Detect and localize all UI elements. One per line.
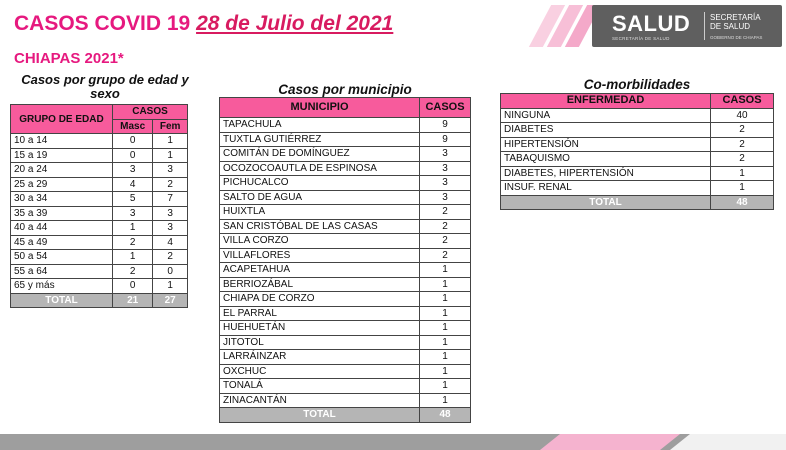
age-group-cell: 15 a 19 bbox=[11, 148, 113, 163]
table-row bbox=[220, 147, 471, 162]
fem-cell: 1 bbox=[153, 134, 188, 149]
municipio-casos-cell: 3 bbox=[420, 176, 471, 191]
table-row bbox=[11, 235, 188, 250]
comorbilidades-casos-header: CASOS bbox=[711, 94, 774, 109]
masc-cell: 2 bbox=[113, 235, 153, 250]
enfermedad-cell: TABAQUISMO bbox=[501, 152, 711, 167]
municipio-cell: EL PARRAL bbox=[220, 306, 420, 321]
table-row bbox=[220, 219, 471, 234]
table-row bbox=[11, 192, 188, 207]
municipio-casos-cell: 2 bbox=[420, 205, 471, 220]
masc-cell: 2 bbox=[113, 264, 153, 279]
enfermedad-casos-cell: 2 bbox=[711, 123, 774, 138]
enfermedad-cell: INSUF. RENAL bbox=[501, 181, 711, 196]
age-group-cell: 10 a 14 bbox=[11, 134, 113, 149]
fem-cell: 0 bbox=[153, 264, 188, 279]
enfermedad-casos-cell: 2 bbox=[711, 137, 774, 152]
municipio-cell: PICHUCALCO bbox=[220, 176, 420, 191]
fem-cell: 3 bbox=[153, 163, 188, 178]
municipio-casos-cell: 1 bbox=[420, 277, 471, 292]
municipio-casos-cell: 1 bbox=[420, 379, 471, 394]
municipio-cell: TAPACHULA bbox=[220, 118, 420, 133]
table-row bbox=[220, 132, 471, 147]
age-group-cell: 50 a 54 bbox=[11, 250, 113, 265]
group-header: GRUPO DE EDAD bbox=[11, 105, 113, 134]
table-row bbox=[220, 248, 471, 263]
comorbilidades-total-label: TOTAL bbox=[501, 195, 711, 210]
comorbilidades-table bbox=[500, 93, 774, 210]
municipio-table bbox=[219, 97, 471, 423]
municipio-cell: CHIAPA DE CORZO bbox=[220, 292, 420, 307]
table-row bbox=[11, 279, 188, 294]
municipio-casos-cell: 1 bbox=[420, 350, 471, 365]
enfermedad-header: ENFERMEDAD bbox=[501, 94, 711, 109]
municipio-casos-header: CASOS bbox=[420, 98, 471, 118]
age-group-cell: 65 y más bbox=[11, 279, 113, 294]
comorbilidades-total-value: 48 bbox=[711, 195, 774, 210]
municipio-casos-cell: 1 bbox=[420, 321, 471, 336]
masc-header: Masc bbox=[113, 119, 153, 134]
municipio-casos-cell: 1 bbox=[420, 364, 471, 379]
municipio-cell: SAN CRISTÓBAL DE LAS CASAS bbox=[220, 219, 420, 234]
enfermedad-casos-cell: 40 bbox=[711, 108, 774, 123]
table-row bbox=[220, 321, 471, 336]
municipio-cell: OCOZOCOAUTLA DE ESPINOSA bbox=[220, 161, 420, 176]
table-row bbox=[11, 148, 188, 163]
fem-cell: 2 bbox=[153, 250, 188, 265]
total-label: TOTAL bbox=[11, 293, 113, 308]
municipio-section-title: Casos por municipio bbox=[278, 82, 412, 97]
table-row bbox=[220, 263, 471, 278]
masc-cell: 5 bbox=[113, 192, 153, 207]
municipio-cell: COMITÁN DE DOMÍNGUEZ bbox=[220, 147, 420, 162]
enfermedad-casos-cell: 1 bbox=[711, 166, 774, 181]
table-row bbox=[220, 364, 471, 379]
municipio-casos-cell: 1 bbox=[420, 292, 471, 307]
enfermedad-casos-cell: 2 bbox=[711, 152, 774, 167]
table-row bbox=[11, 250, 188, 265]
municipio-casos-cell: 2 bbox=[420, 234, 471, 249]
masc-cell: 0 bbox=[113, 134, 153, 149]
municipio-cell: TUXTLA GUTIÉRREZ bbox=[220, 132, 420, 147]
total-fem: 27 bbox=[153, 293, 188, 308]
logo-secretaria bbox=[710, 13, 761, 31]
municipio-casos-cell: 3 bbox=[420, 147, 471, 162]
logo-gobierno: GOBIERNO DE CHIAPAS bbox=[710, 35, 763, 40]
age-group-cell: 45 a 49 bbox=[11, 235, 113, 250]
municipio-total-row bbox=[220, 408, 471, 423]
age-group-cell: 40 a 44 bbox=[11, 221, 113, 236]
enfermedad-cell: DIABETES bbox=[501, 123, 711, 138]
table-row bbox=[220, 234, 471, 249]
age-group-cell: 30 a 34 bbox=[11, 192, 113, 207]
table-row bbox=[501, 181, 774, 196]
fem-cell: 2 bbox=[153, 177, 188, 192]
fem-cell: 3 bbox=[153, 221, 188, 236]
masc-cell: 0 bbox=[113, 148, 153, 163]
municipio-cell: BERRIOZÁBAL bbox=[220, 277, 420, 292]
logo-salud-text: SALUD bbox=[612, 11, 691, 36]
table-row bbox=[11, 221, 188, 236]
masc-cell: 3 bbox=[113, 163, 153, 178]
age-group-cell: 20 a 24 bbox=[11, 163, 113, 178]
title-prefix: CASOS COVID 19 bbox=[14, 12, 191, 35]
municipio-cell: VILLA CORZO bbox=[220, 234, 420, 249]
masc-cell: 1 bbox=[113, 250, 153, 265]
fem-cell: 1 bbox=[153, 148, 188, 163]
table-row bbox=[11, 206, 188, 221]
municipio-casos-cell: 1 bbox=[420, 393, 471, 408]
fem-header: Fem bbox=[153, 119, 188, 134]
masc-cell: 3 bbox=[113, 206, 153, 221]
logo-secretaria-line1: SECRETARÍA bbox=[710, 13, 761, 22]
municipio-header: MUNICIPIO bbox=[220, 98, 420, 118]
logo-divider bbox=[704, 12, 705, 40]
table-row bbox=[220, 379, 471, 394]
municipio-casos-cell: 3 bbox=[420, 161, 471, 176]
municipio-cell: LARRÁINZAR bbox=[220, 350, 420, 365]
logo-salud-subtext: SECRETARÍA DE SALUD bbox=[612, 36, 670, 41]
table-row bbox=[220, 335, 471, 350]
comorbilidades-section-title: Co-morbilidades bbox=[583, 77, 691, 92]
table-row bbox=[220, 393, 471, 408]
age-section-title-line1: Casos por grupo de edad y bbox=[21, 72, 189, 87]
logo-secretaria-line2: DE SALUD bbox=[710, 22, 751, 31]
table-row bbox=[11, 163, 188, 178]
municipio-casos-cell: 1 bbox=[420, 335, 471, 350]
municipio-cell: JITOTOL bbox=[220, 335, 420, 350]
table-row bbox=[220, 190, 471, 205]
municipio-cell: HUIXTLA bbox=[220, 205, 420, 220]
municipio-casos-cell: 9 bbox=[420, 118, 471, 133]
masc-cell: 1 bbox=[113, 221, 153, 236]
report-date: 28 de Julio del 2021 bbox=[196, 12, 394, 35]
table-row bbox=[501, 166, 774, 181]
age-table bbox=[10, 104, 188, 308]
bottom-decorative-band bbox=[0, 428, 786, 450]
comorbilidades-total-row bbox=[501, 195, 774, 210]
table-row bbox=[220, 292, 471, 307]
table-row bbox=[220, 118, 471, 133]
table-row bbox=[220, 277, 471, 292]
municipio-total-label: TOTAL bbox=[220, 408, 420, 423]
municipio-casos-cell: 9 bbox=[420, 132, 471, 147]
age-section-title-line2: sexo bbox=[90, 86, 120, 101]
table-row bbox=[220, 161, 471, 176]
enfermedad-casos-cell: 1 bbox=[711, 181, 774, 196]
municipio-casos-cell: 1 bbox=[420, 263, 471, 278]
casos-header: CASOS bbox=[113, 105, 188, 120]
state-subtitle: CHIAPAS 2021* bbox=[14, 50, 124, 67]
municipio-casos-cell: 1 bbox=[420, 306, 471, 321]
municipio-cell: HUEHUETÁN bbox=[220, 321, 420, 336]
age-group-cell: 35 a 39 bbox=[11, 206, 113, 221]
enfermedad-cell: HIPERTENSIÓN bbox=[501, 137, 711, 152]
salud-logo bbox=[532, 5, 782, 47]
municipio-casos-cell: 3 bbox=[420, 190, 471, 205]
municipio-casos-cell: 2 bbox=[420, 219, 471, 234]
age-section-title bbox=[10, 73, 200, 101]
table-row bbox=[11, 134, 188, 149]
table-row bbox=[220, 306, 471, 321]
masc-cell: 4 bbox=[113, 177, 153, 192]
municipio-cell: TONALÁ bbox=[220, 379, 420, 394]
table-row bbox=[220, 205, 471, 220]
page-title bbox=[14, 12, 393, 36]
age-group-cell: 25 a 29 bbox=[11, 177, 113, 192]
table-row bbox=[11, 177, 188, 192]
table-row bbox=[501, 108, 774, 123]
municipio-total-value: 48 bbox=[420, 408, 471, 423]
table-row bbox=[501, 137, 774, 152]
table-row bbox=[220, 350, 471, 365]
age-group-cell: 55 a 64 bbox=[11, 264, 113, 279]
municipio-cell: ACAPETAHUA bbox=[220, 263, 420, 278]
table-row bbox=[501, 152, 774, 167]
table-row bbox=[11, 264, 188, 279]
municipio-casos-cell: 2 bbox=[420, 248, 471, 263]
table-row bbox=[220, 176, 471, 191]
table-row bbox=[501, 123, 774, 138]
municipio-cell: VILLAFLORES bbox=[220, 248, 420, 263]
masc-cell: 0 bbox=[113, 279, 153, 294]
municipio-cell: SALTO DE AGUA bbox=[220, 190, 420, 205]
municipio-cell: OXCHUC bbox=[220, 364, 420, 379]
fem-cell: 4 bbox=[153, 235, 188, 250]
total-masc: 21 bbox=[113, 293, 153, 308]
age-total-row bbox=[11, 293, 188, 308]
municipio-cell: ZINACANTÁN bbox=[220, 393, 420, 408]
fem-cell: 1 bbox=[153, 279, 188, 294]
fem-cell: 7 bbox=[153, 192, 188, 207]
enfermedad-cell: DIABETES, HIPERTENSIÓN bbox=[501, 166, 711, 181]
enfermedad-cell: NINGUNA bbox=[501, 108, 711, 123]
fem-cell: 3 bbox=[153, 206, 188, 221]
